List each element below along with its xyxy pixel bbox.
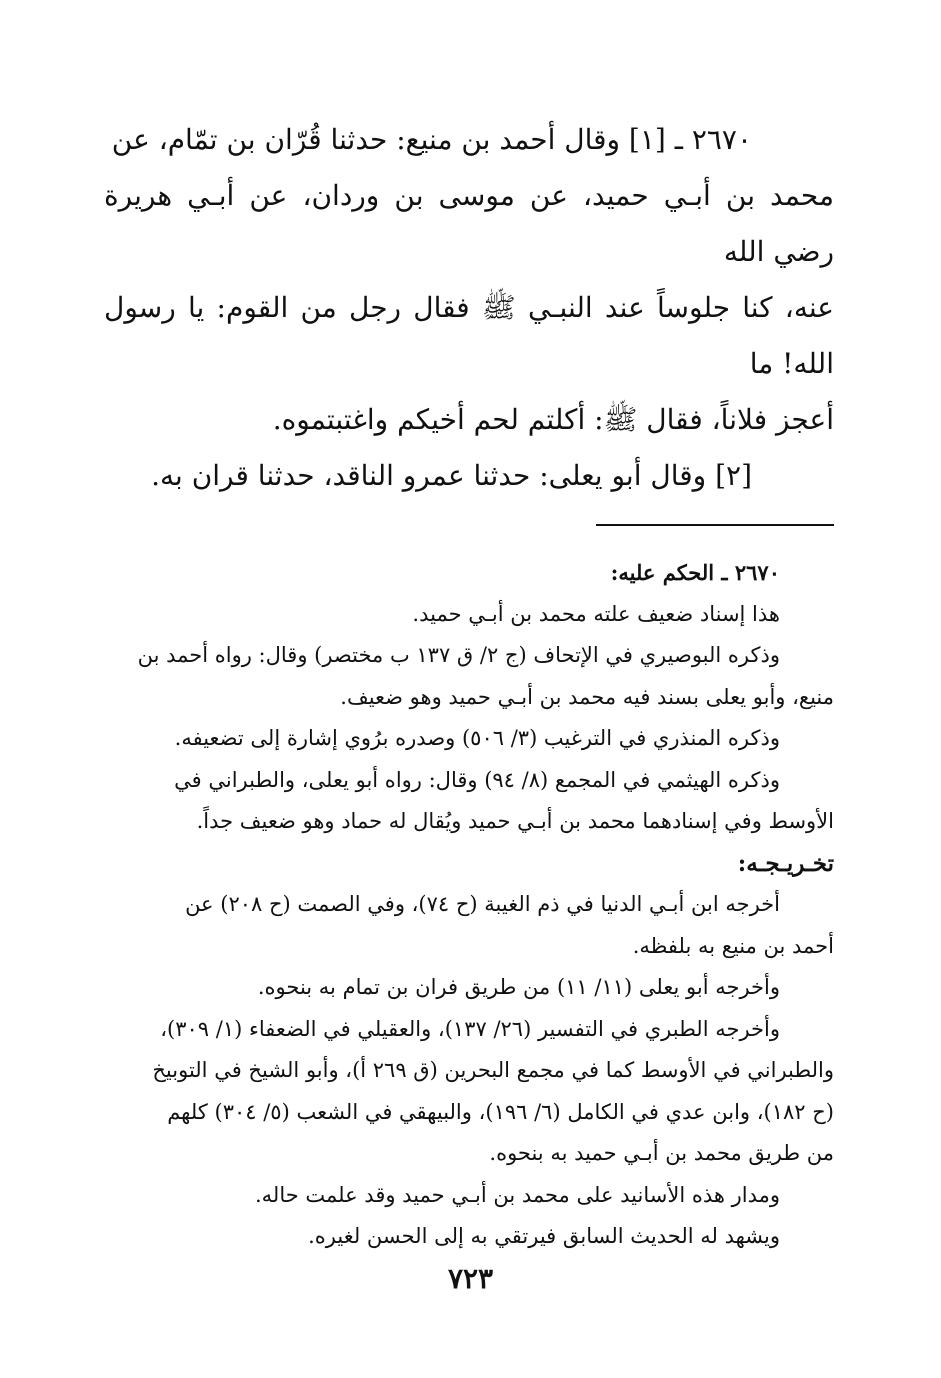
footnote-line: وذكره البوصيري في الإتحاف (ج ٢/ ق ١٣٧ ب مختصر) وقال: رواه أحمد بن [137,643,780,667]
book-page [104,112,834,1258]
footnote-line: أحمد بن منيع به بلفظه. [632,933,834,958]
footnotes [104,552,834,1258]
footnote-line: وأخرجه الطبري في التفسير (٢٦/ ١٣٧)، والعقيلي في الضعفاء (١/ ٣٠٩)، [160,1016,780,1041]
footnote-line: أخرجه ابن أبـي الدنيا في ذم الغيبة (ح ٧٤)، وفي الصمت (ح ٢٠٨) عن [185,892,780,916]
footnote-line: وأخرجه أبو يعلى (١١/ ١١) من طريق فران بن تمام به بنحوه. [257,975,780,999]
footnote-line: والطبراني في الأوسط كما في مجمع البحرين (ق ٢٦٩ أ)، وأبو الشيخ في التوبيخ [152,1058,834,1082]
hadith-line: ٢٦٧٠ ـ [١] وقال أحمد بن منيع: حدثنا قُرّان بن تمّام، عن [111,123,752,156]
footnote-line: الأوسط وفي إسنادهما محمد بن أبـي حميد ويُقال له حماد وهو ضعيف جداً. [196,809,834,833]
takhrij-heading: تخـريـجـه: [737,849,834,877]
footnote-line: ومدار هذه الأسانيد على محمد بن أبـي حميد وقد علمت حاله. [254,1182,780,1207]
hadith-second-chain: [٢] وقال أبو يعلى: حدثنا عمرو الناقد، حدثنا قران به. [151,459,752,492]
footnote-line: منيع، وأبو يعلى بسند فيه محمد بن أبـي حميد وهو ضعيف. [340,684,834,709]
hadith-line: عنه، كنا جلوساً عند النبـي ﷺ فقال رجل من القوم: يا رسول الله! ما [104,291,834,380]
footnote-separator [596,524,834,526]
footnote-line: وذكره المنذري في الترغيب (٣/ ٥٠٦) وصدره برُوي إشارة إلى تضعيفه. [174,726,780,750]
footnote-line: ويشهد له الحديث السابق فيرتقي به إلى الحسن لغيره. [308,1224,780,1248]
hadith-text [104,112,834,504]
footnote-line: هذا إسناد ضعيف علته محمد بن أبـي حميد. [412,601,780,626]
hadith-line: أعجز فلاناً، فقال ﷺ: أكلتم لحم أخيكم واغتبتموه. [272,403,834,436]
footnote-line: من طريق محمد بن أبـي حميد به بنحوه. [489,1141,834,1165]
footnote-line: وذكره الهيثمي في المجمع (٨/ ٩٤) وقال: رواه أبو يعلى، والطبراني في [174,767,780,792]
footnote-line: (ح ١٨٢)، وابن عدي في الكامل (٦/ ١٩٦)، والبيهقي في الشعب (٥/ ٣٠٤) كلهم [167,1099,834,1124]
hadith-line: محمد بن أبـي حميد، عن موسى بن وردان، عن أبـي هريرة رضي الله [104,179,834,268]
page-number: ٧٢٣ [447,1262,494,1295]
ruling-heading: ٢٦٧٠ ـ الحكم عليه: [610,560,780,585]
